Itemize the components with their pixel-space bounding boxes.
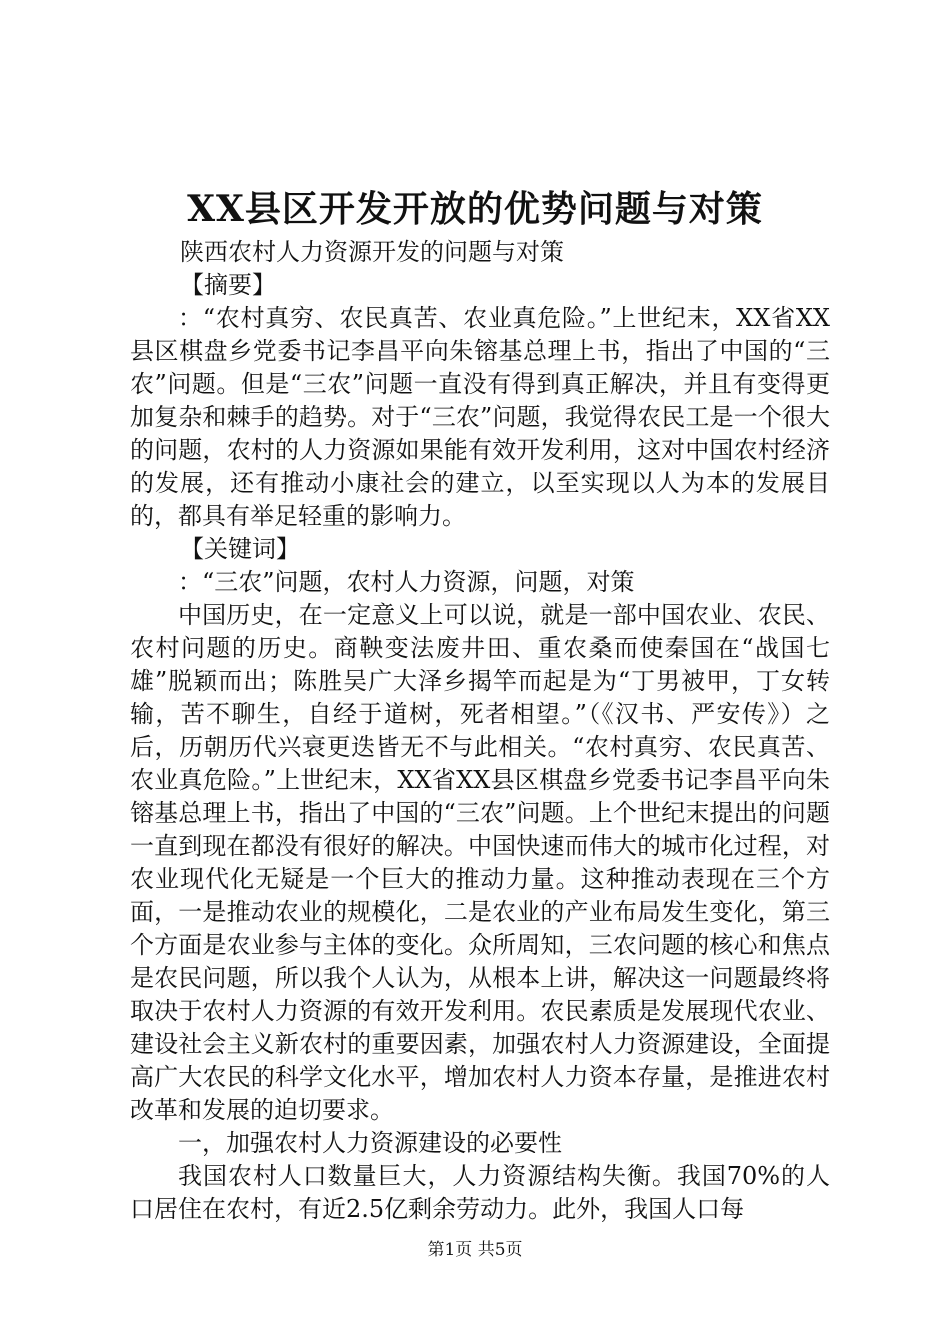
abstract-paragraph: ：“农村真穷、农民真苦、农业真危险。”上世纪末，XX省XX县区棋盘乡党委书记李昌平向朱镕基总理上书，指出了中国的“三农”问题。但是“三农”问题一直没有得到真正解决，并且有变得更加复杂和棘手的趋势。对于“三农”问题，我觉得农民工是一个很大的问题，农村的人力资源如果能有效开发利用，这对中国农村经济的发展，还有推动小康社会的建立，以至实现以人为本的发展目的，都具有举足轻重的影响力。 xyxy=(130,304,830,530)
page-number-footer: 第1页 共5页 xyxy=(427,1240,523,1260)
body-paragraph: 中国历史，在一定意义上可以说，就是一部中国农业、农民、农村问题的历史。商鞅变法废井田、重农桑而使秦国在“战国七雄”脱颖而出；陈胜吴广大泽乡揭竿而起是为“丁男被甲，丁女转输，苦不聊生，自经于道树，死者相望。”（《汉书、严安传》）之后，历朝历代兴衰更迭皆无不与此相关。“农村真穷、农民真苦、农业真危险。”上世纪末，XX省XX县区棋盘乡党委书记李昌平向朱镕基总理上书，指出了中国的“三农”问题。上个世纪末提出的问题一直到现在都没有很好的解决。中国快速而伟大的城市化过程，对农业现代化无疑是一个巨大的推动力量。这种推动表现在三个方面，一是推动农业的规模化，二是农业的产业布局发生变化，第三个方面是农业参与主体的变化。众所周知，三农问题的核心和焦点是农民问题，所以我个人认为，从根本上讲，解决这一问题最终将取决于农村人力资源的有效开发利用。农民素质是发展现代农业、建设社会主义新农村的重要因素，加强农村人力资源建设，全面提高广大农民的科学文化水平，增加农村人力资本存量，是推进农村改革和发展的迫切要求。 xyxy=(130,601,830,1124)
document-subtitle: 陕西农村人力资源开发的问题与对策 xyxy=(180,238,564,266)
abstract-heading: 【摘要】 xyxy=(180,271,276,299)
document-title: XX县区开发开放的优势问题与对策 xyxy=(187,188,763,230)
section-heading: 一，加强农村人力资源建设的必要性 xyxy=(178,1129,562,1157)
keywords-paragraph: ：“三农”问题，农村人力资源，问题，对策 xyxy=(178,568,635,596)
document-body xyxy=(130,236,830,1226)
keywords-heading: 【关键词】 xyxy=(180,535,300,563)
body-paragraph: 我国农村人口数量巨大，人力资源结构失衡。我国70%的人口居住在农村，有近2.5亿剩余劳动力。此外，我国人口每 xyxy=(130,1162,830,1223)
